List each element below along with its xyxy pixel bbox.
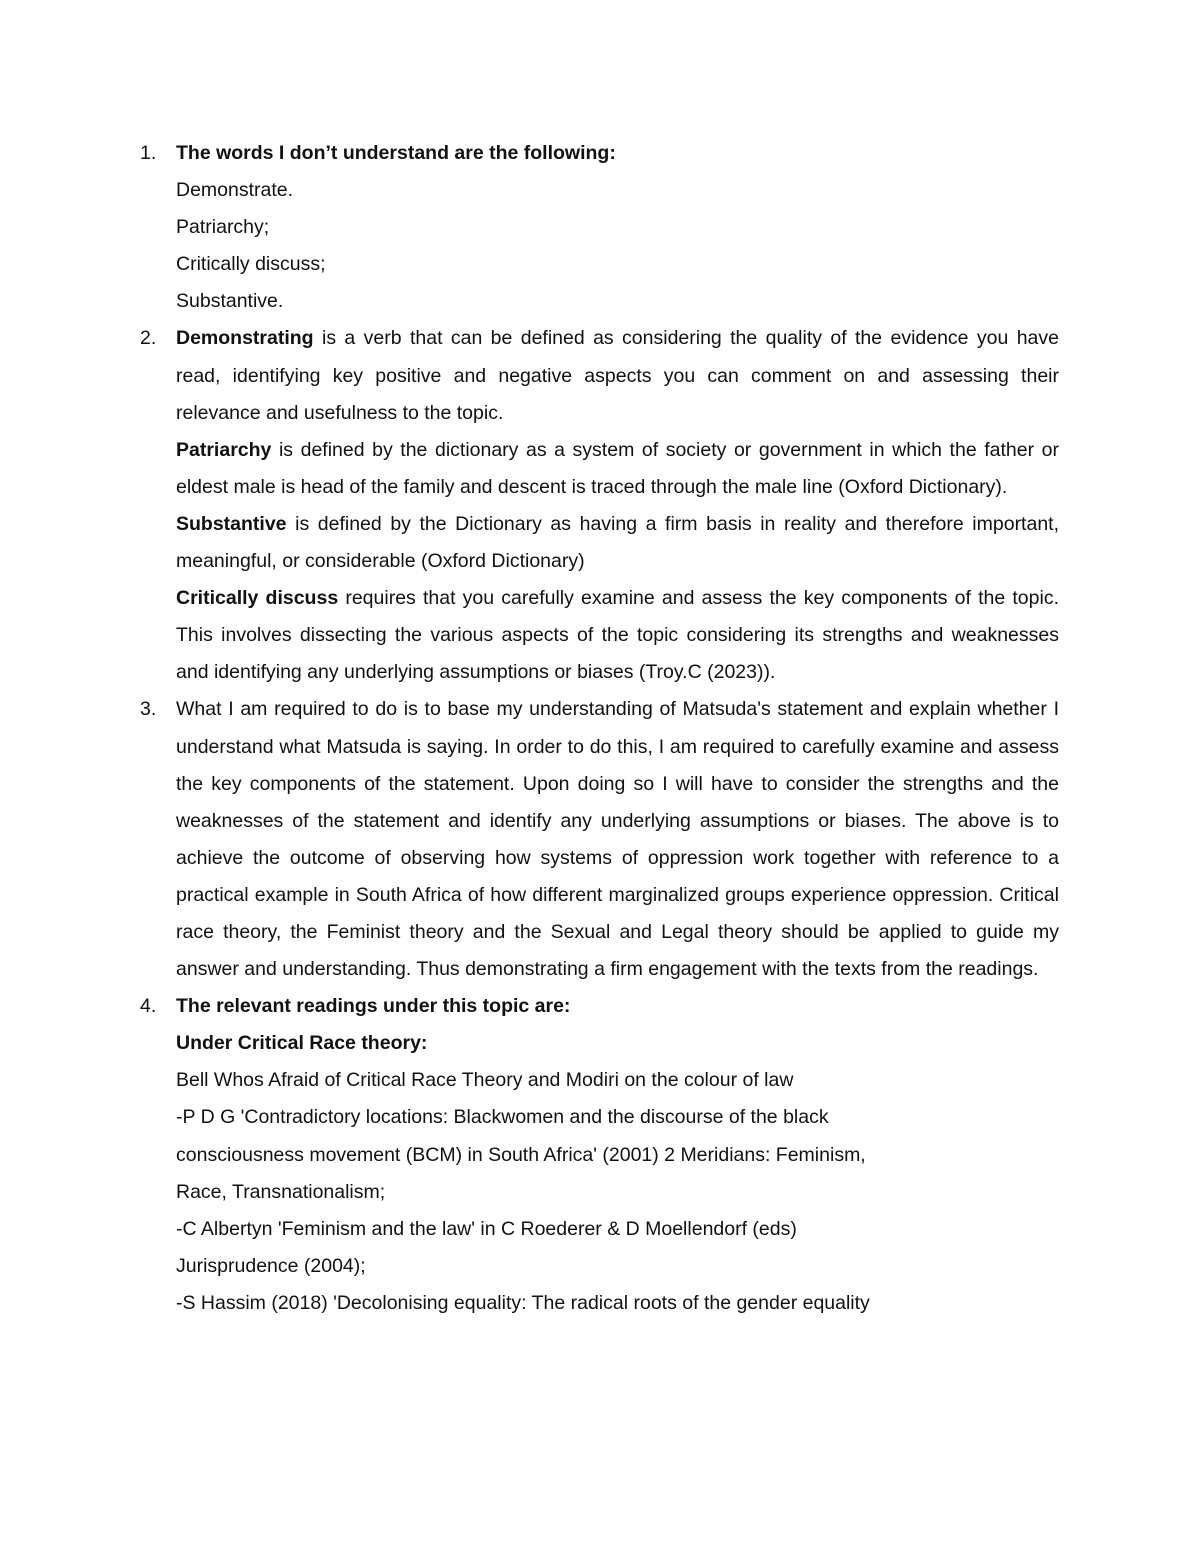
list-item [140, 320, 1059, 691]
definition-paragraph [176, 580, 1059, 691]
list-item [140, 135, 1059, 320]
item-number: 3. [140, 698, 157, 721]
list-item [140, 691, 1059, 988]
word-entry: Substantive. [176, 290, 284, 313]
item-number: 2. [140, 327, 157, 350]
definition-term: Critically discuss [176, 587, 339, 610]
reading-line: Race, Transnationalism; [176, 1180, 386, 1203]
numbered-list [140, 135, 1059, 1322]
reading-line: Jurisprudence (2004); [176, 1254, 366, 1277]
definition-paragraph [176, 432, 1059, 506]
reading-line: -S Hassim (2018) 'Decolonising equality: The radical roots of the gender equality [176, 1291, 870, 1314]
definition-text: is defined by the Dictionary as having a firm basis in reality and therefore important, meaningful, or considerable (Oxford Dictionary) [176, 512, 1059, 573]
definition-term: Patriarchy [176, 438, 272, 461]
item-number: 4. [140, 995, 157, 1018]
definition-paragraph [176, 320, 1059, 431]
reading-line: consciousness movement (BCM) in South Africa' (2001) 2 Meridians: Feminism, [176, 1143, 866, 1166]
item-number: 1. [140, 142, 157, 164]
word-entry: Patriarchy; [176, 216, 270, 239]
reading-line: -C Albertyn 'Feminism and the law' in C Roederer & D Moellendorf (eds) [176, 1217, 797, 1240]
word-entry: Critically discuss; [176, 253, 326, 276]
body-paragraph: What I am required to do is to base my understanding of Matsuda's statement and explain whether I understand what Matsuda is saying. In order to do this, I am required to carefully examine and assess the key components of the statement. Upon doing so I will have to consider the strengths and the weaknesses of the statement and identify any underlying assumptions or biases. The above is to achieve the outcome of observing how systems of oppression work together with reference to a practical example in South Africa of how different marginalized groups experience oppression. Critical race theory, the Feminist theory and the Sexual and Legal theory should be applied to guide my answer and understanding. Thus demonstrating a firm engagement with the texts from the readings. [176, 698, 1059, 981]
readings-subheading: Under Critical Race theory: [176, 1032, 428, 1055]
item-heading: The relevant readings under this topic are: [176, 995, 571, 1018]
definition-paragraph [176, 506, 1059, 580]
definition-term: Demonstrating [176, 327, 314, 350]
reading-line: -P D G 'Contradictory locations: Blackwomen and the discourse of the black [176, 1106, 829, 1129]
list-item [140, 988, 1059, 1322]
definition-text: requires that you carefully examine and assess the key components of the topic. This involves dissecting the various aspects of the topic considering its strengths and weaknesses and identifying any underlying assumptions or biases (Troy.C (2023)). [176, 587, 1059, 684]
word-entry: Demonstrate. [176, 179, 294, 202]
reading-line: Bell Whos Afraid of Critical Race Theory and Modiri on the colour of law [176, 1069, 794, 1092]
item-heading: The words I don’t understand are the following: [176, 142, 616, 164]
definition-term: Substantive [176, 512, 287, 535]
definition-text: is a verb that can be defined as considering the quality of the evidence you have read, identifying key positive and negative aspects you can comment on and assessing their relevance and usefulness to the topic. [176, 327, 1059, 424]
definition-text: is defined by the dictionary as a system of society or government in which the father or eldest male is head of the family and descent is traced through the male line (Oxford Dictionary). [176, 438, 1059, 498]
